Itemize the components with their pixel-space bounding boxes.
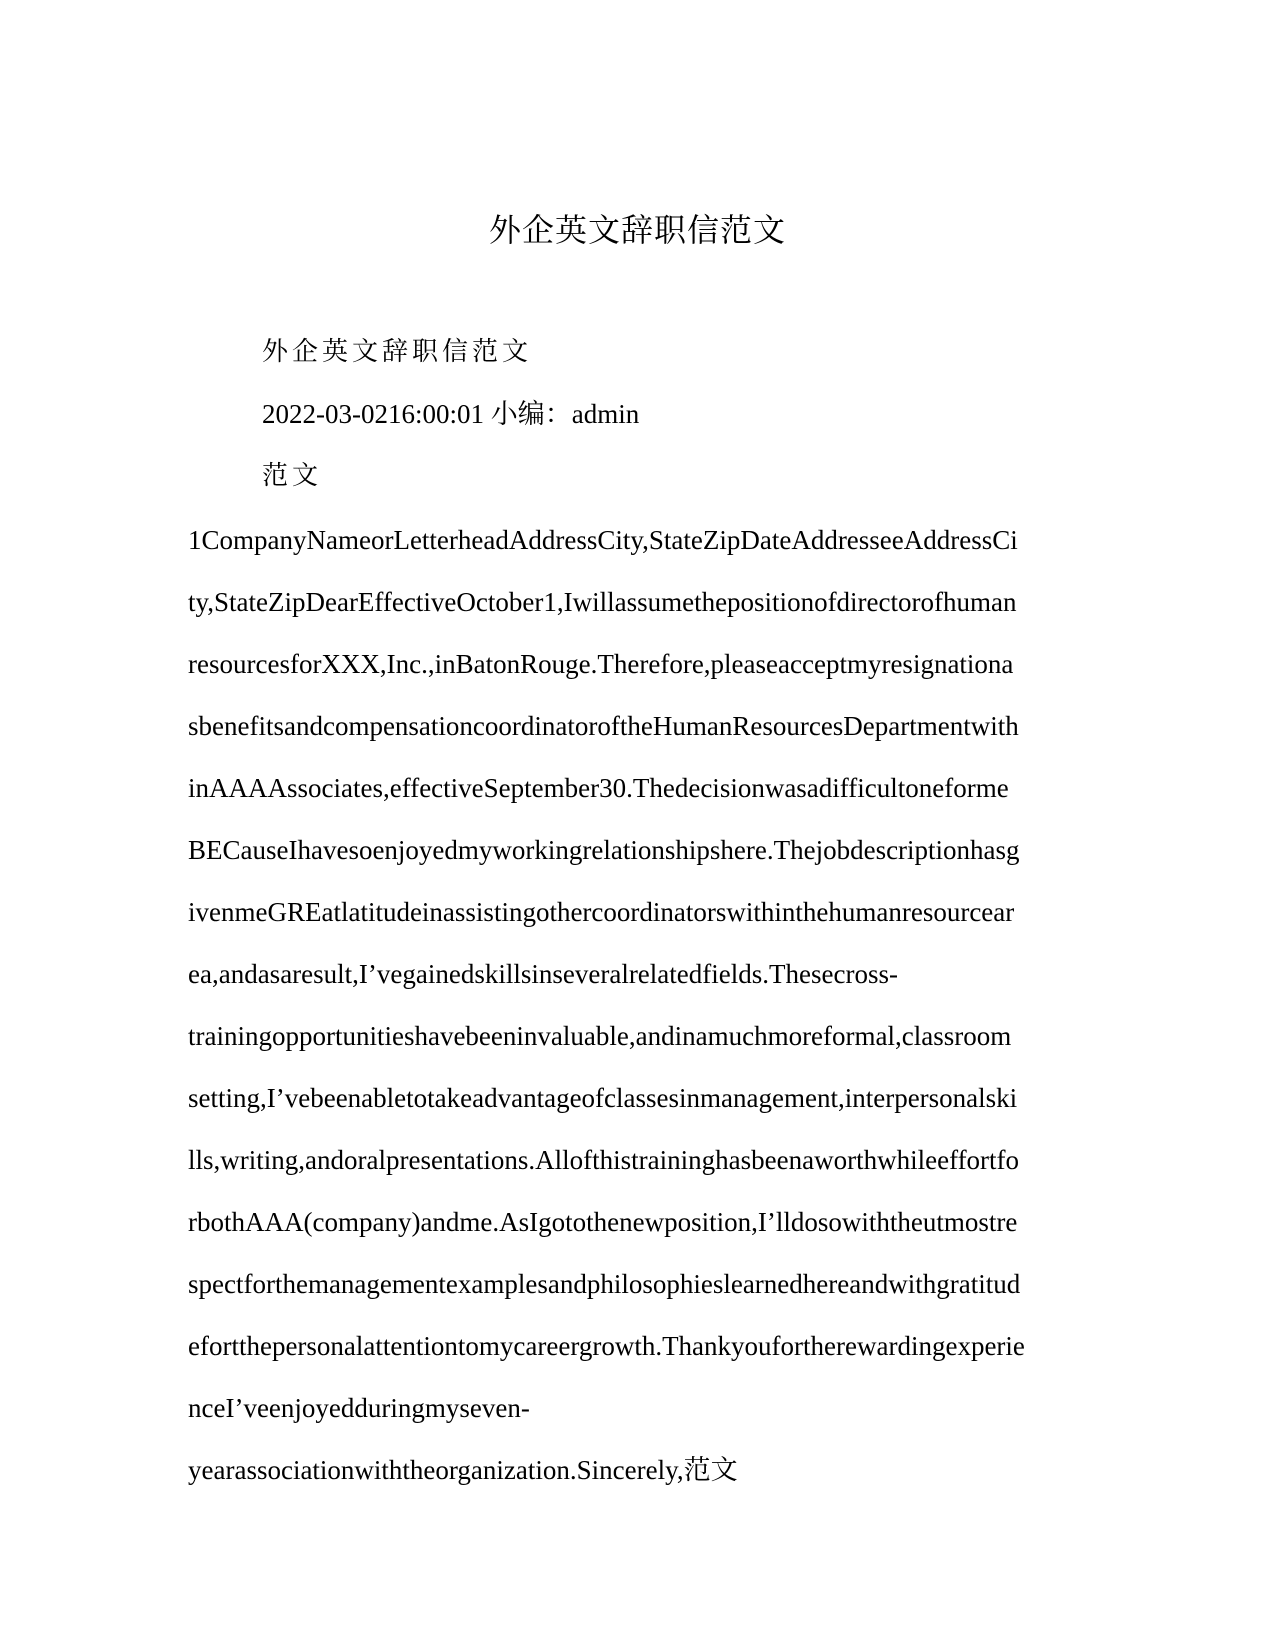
body-line: ea,andasaresult,I’vegainedskillsinseveralrelatedfields.Thesecross- xyxy=(188,959,898,989)
body-line: ivenmeGREatlatitudeinassistingothercoordinatorswithinthehumanresourcear xyxy=(188,897,1015,927)
body-line: resourcesforXXX,Inc.,inBatonRouge.Therefore,pleaseacceptmyresignationa xyxy=(188,649,1014,679)
body-line: BECauseIhavesoenjoyedmyworkingrelationshipshere.Thejobdescriptionhasg xyxy=(188,835,1020,865)
body-line: inAAAAssociates,effectiveSeptember30.Thedecisionwasadifficultoneforme xyxy=(188,773,1009,803)
body-line: efortthepersonalattentiontomycareergrowth.Thankyoufortherewardingexperie xyxy=(188,1331,1025,1361)
body-line: nceI’veenjoyedduringmyseven- xyxy=(188,1393,530,1423)
body-line: setting,I’vebeenabletotakeadvantageofclassesinmanagement,interpersonalski xyxy=(188,1083,1018,1113)
body-line: yearassociationwiththeorganization.Sincerely,范文 xyxy=(188,1455,738,1485)
letter-body xyxy=(188,520,1088,1512)
body-line: trainingopportunitieshavebeeninvaluable,andinamuchmoreformal,classroom xyxy=(188,1021,1012,1051)
document-title: 外企英文辞职信范文 xyxy=(488,211,786,249)
publish-date-line: 2022-03-0216:00:01 小编：admin xyxy=(262,399,640,429)
body-line: ty,StateZipDearEffectiveOctober1,Iwillassumethepositionofdirectorofhuman xyxy=(188,587,1017,617)
body-line: spectforthemanagementexamplesandphilosophieslearnedhereandwithgratitud xyxy=(188,1269,1021,1299)
body-line: rbothAAA(company)andme.AsIgotothenewposition,I’lldosowiththeutmostre xyxy=(188,1207,1018,1237)
section-label: 范文 xyxy=(262,461,323,491)
body-line: 1CompanyNameorLetterheadAddressCity,StateZipDateAddresseeAddressCi xyxy=(188,525,1018,555)
body-line: lls,writing,andoralpresentations.Allofthistraininghasbeenaworthwhileeffortfo xyxy=(188,1145,1020,1175)
document-subtitle: 外企英文辞职信范文 xyxy=(262,337,533,367)
body-line: sbenefitsandcompensationcoordinatoroftheHumanResourcesDepartmentwith xyxy=(188,711,1019,741)
